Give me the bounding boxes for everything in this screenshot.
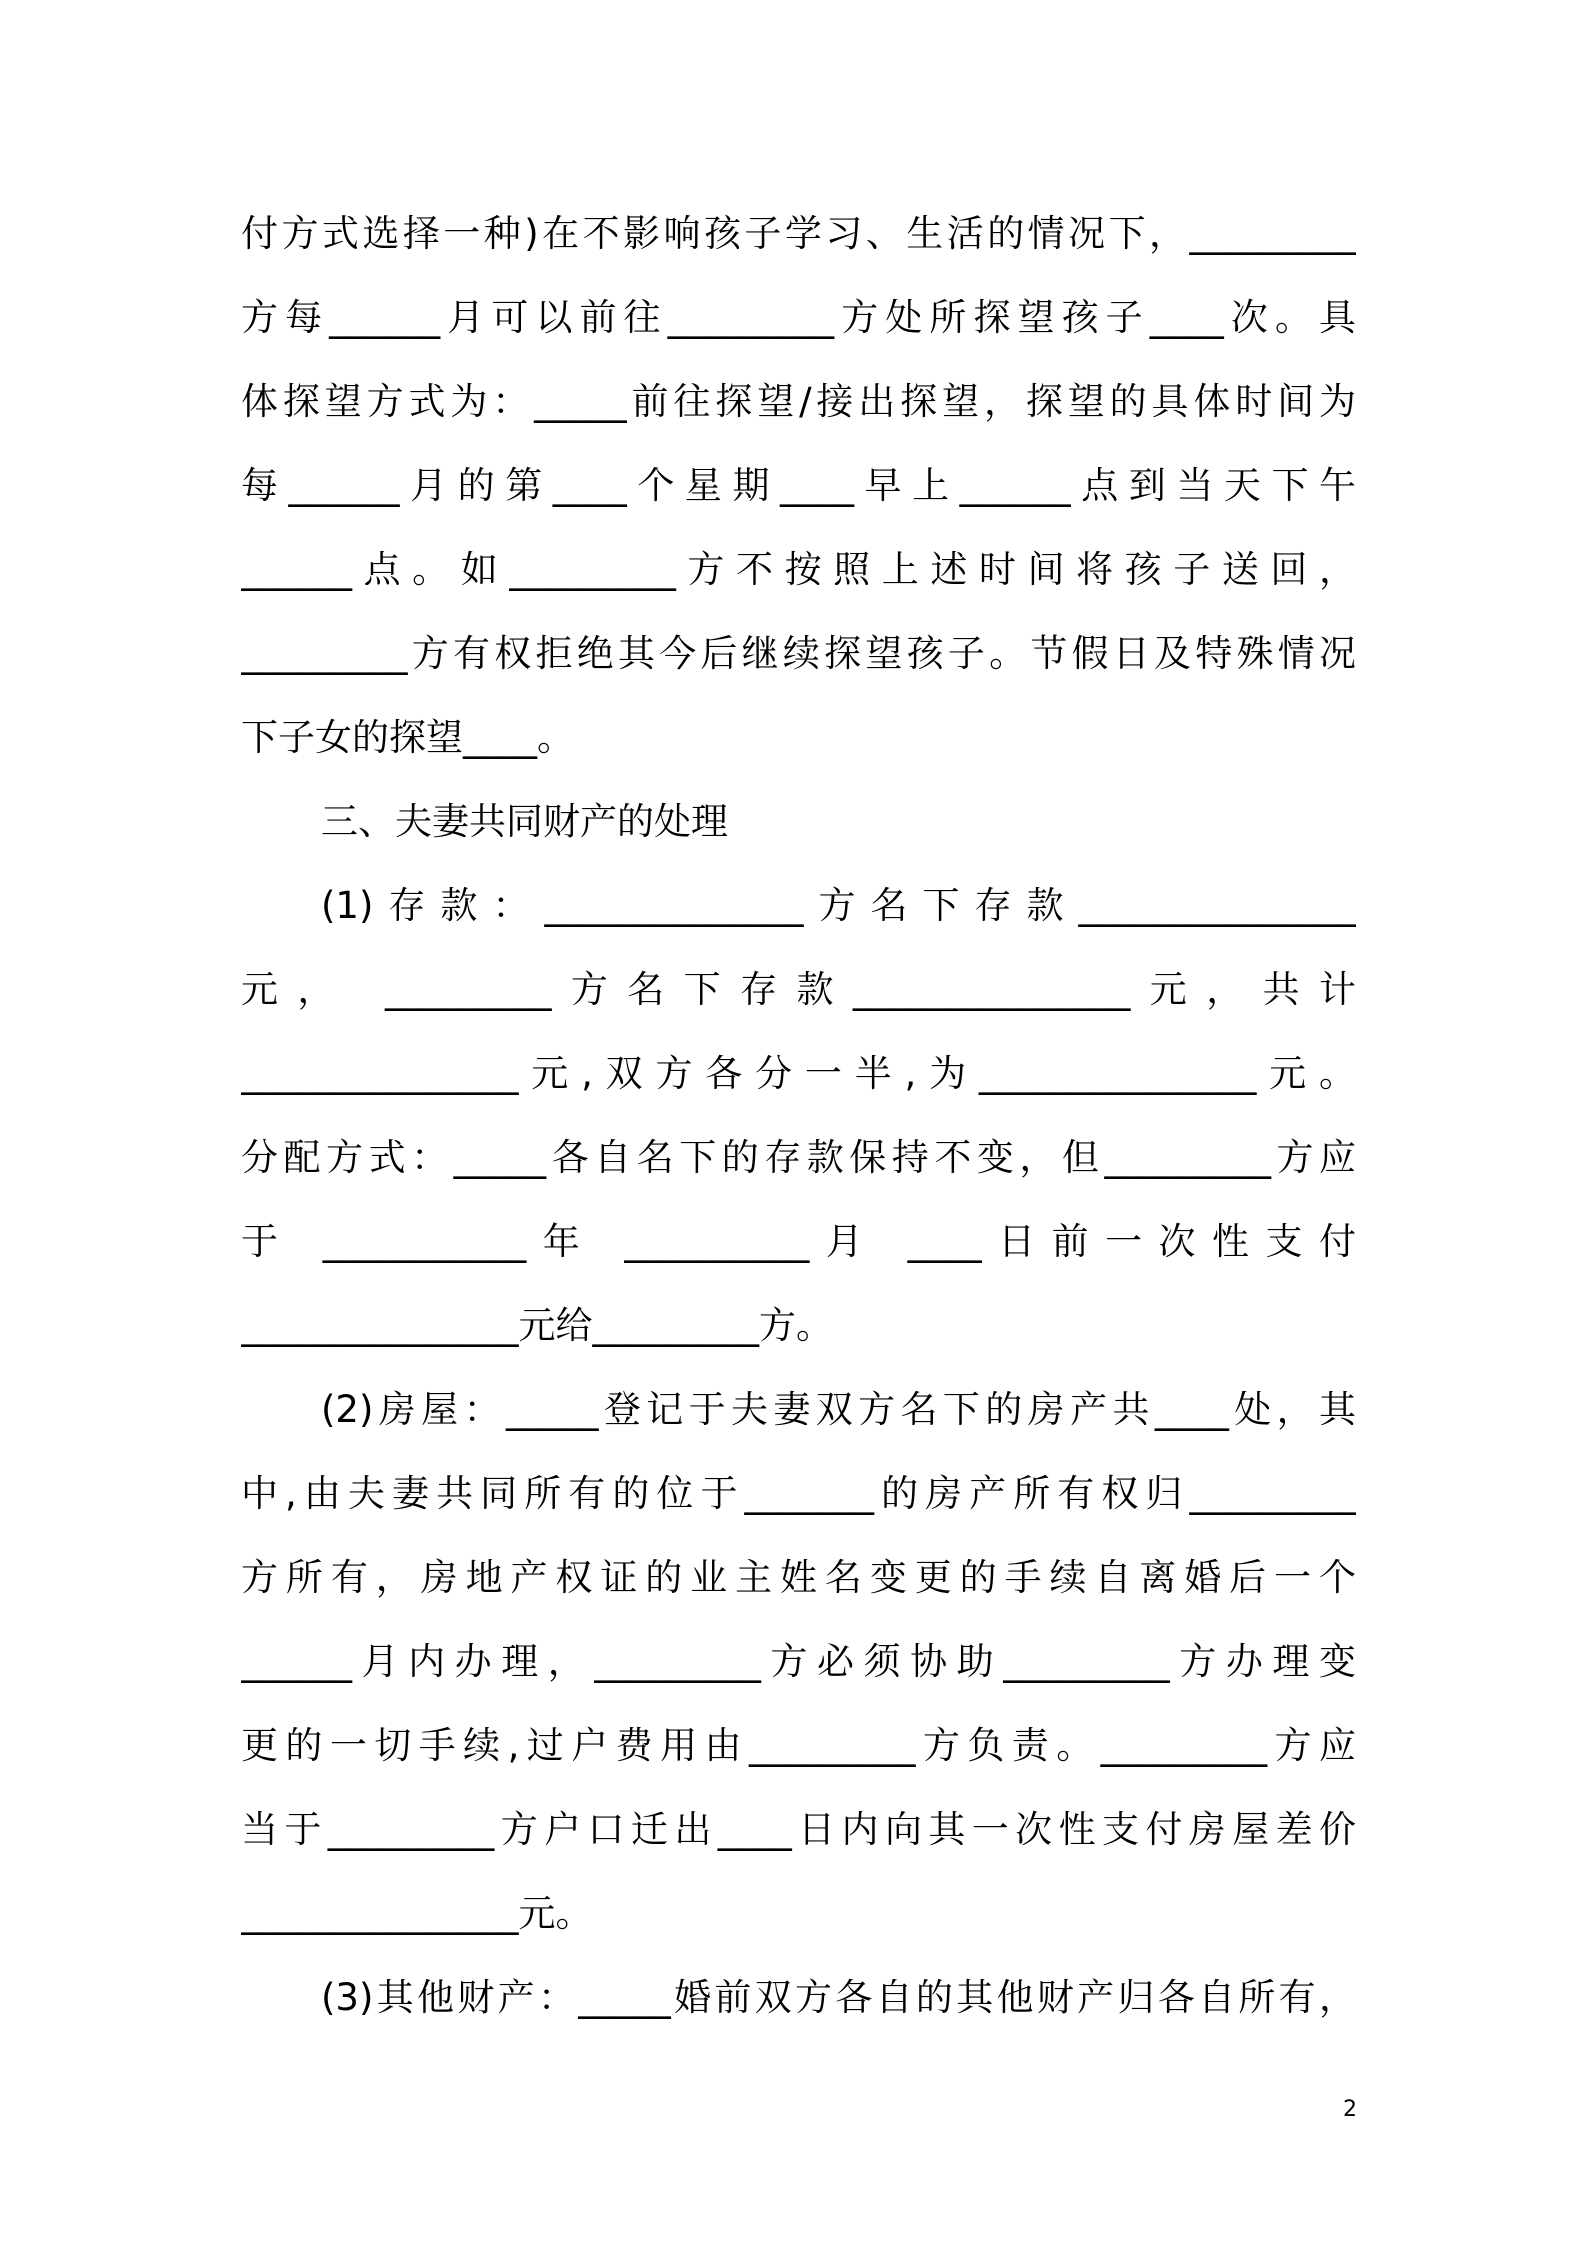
text-line: 每______月的第____个星期____早上______点到当天下午 [241, 464, 1356, 507]
text-line: ______月内办理，_________方必须协助_________方办理变 [241, 1640, 1356, 1683]
text-line: 分配方式：_____各自名下的存款保持不变，但_________方应 [241, 1136, 1356, 1179]
page-number: 2 [1343, 2097, 1357, 2122]
section-heading: 三、夫妻共同财产的处理 [321, 800, 728, 843]
text-line: (3)其他财产：_____婚前双方各自的其他财产归各自所有， [321, 1976, 1356, 2019]
text-line: 更的一切手续,过户费用由_________方负责。_________方应 [241, 1724, 1356, 1767]
text-line: 当于_________方户口迁出____日内向其一次性支付房屋差价 [241, 1808, 1356, 1851]
text-line: 方每______月可以前往_________方处所探望孩子____次。具 [241, 296, 1356, 339]
text-line: _______________元给_________方。 [241, 1304, 833, 1347]
text-line: 于 ___________年 __________月 ____日前一次性支付 [241, 1220, 1356, 1263]
text-line: 中,由夫妻共同所有的位于_______的房产所有权归_________ [241, 1472, 1356, 1515]
text-line: 体探望方式为：_____前往探望/接出探望，探望的具体时间为 [241, 380, 1356, 423]
text-line: (1)存款：______________方名下存款_______________ [321, 884, 1356, 927]
text-line: ______点。如_________方不按照上述时间将孩子送回， [241, 548, 1356, 591]
text-line: 下子女的探望____。 [241, 716, 574, 759]
text-line: _________方有权拒绝其今后继续探望孩子。节假日及特殊情况 [241, 632, 1356, 675]
text-line: 方所有，房地产权证的业主姓名变更的手续自离婚后一个 [241, 1556, 1356, 1599]
text-line: 付方式选择一种)在不影响孩子学习、生活的情况下，_________ [241, 212, 1356, 255]
text-line: _______________元,双方各分一半,为_______________元。 [241, 1052, 1356, 1095]
text-line: _______________元。 [241, 1892, 593, 1935]
text-line: (2)房屋：_____登记于夫妻双方名下的房产共____处，其 [321, 1388, 1356, 1431]
text-line: 元， _________方名下存款_______________元，共计 [241, 968, 1356, 1011]
